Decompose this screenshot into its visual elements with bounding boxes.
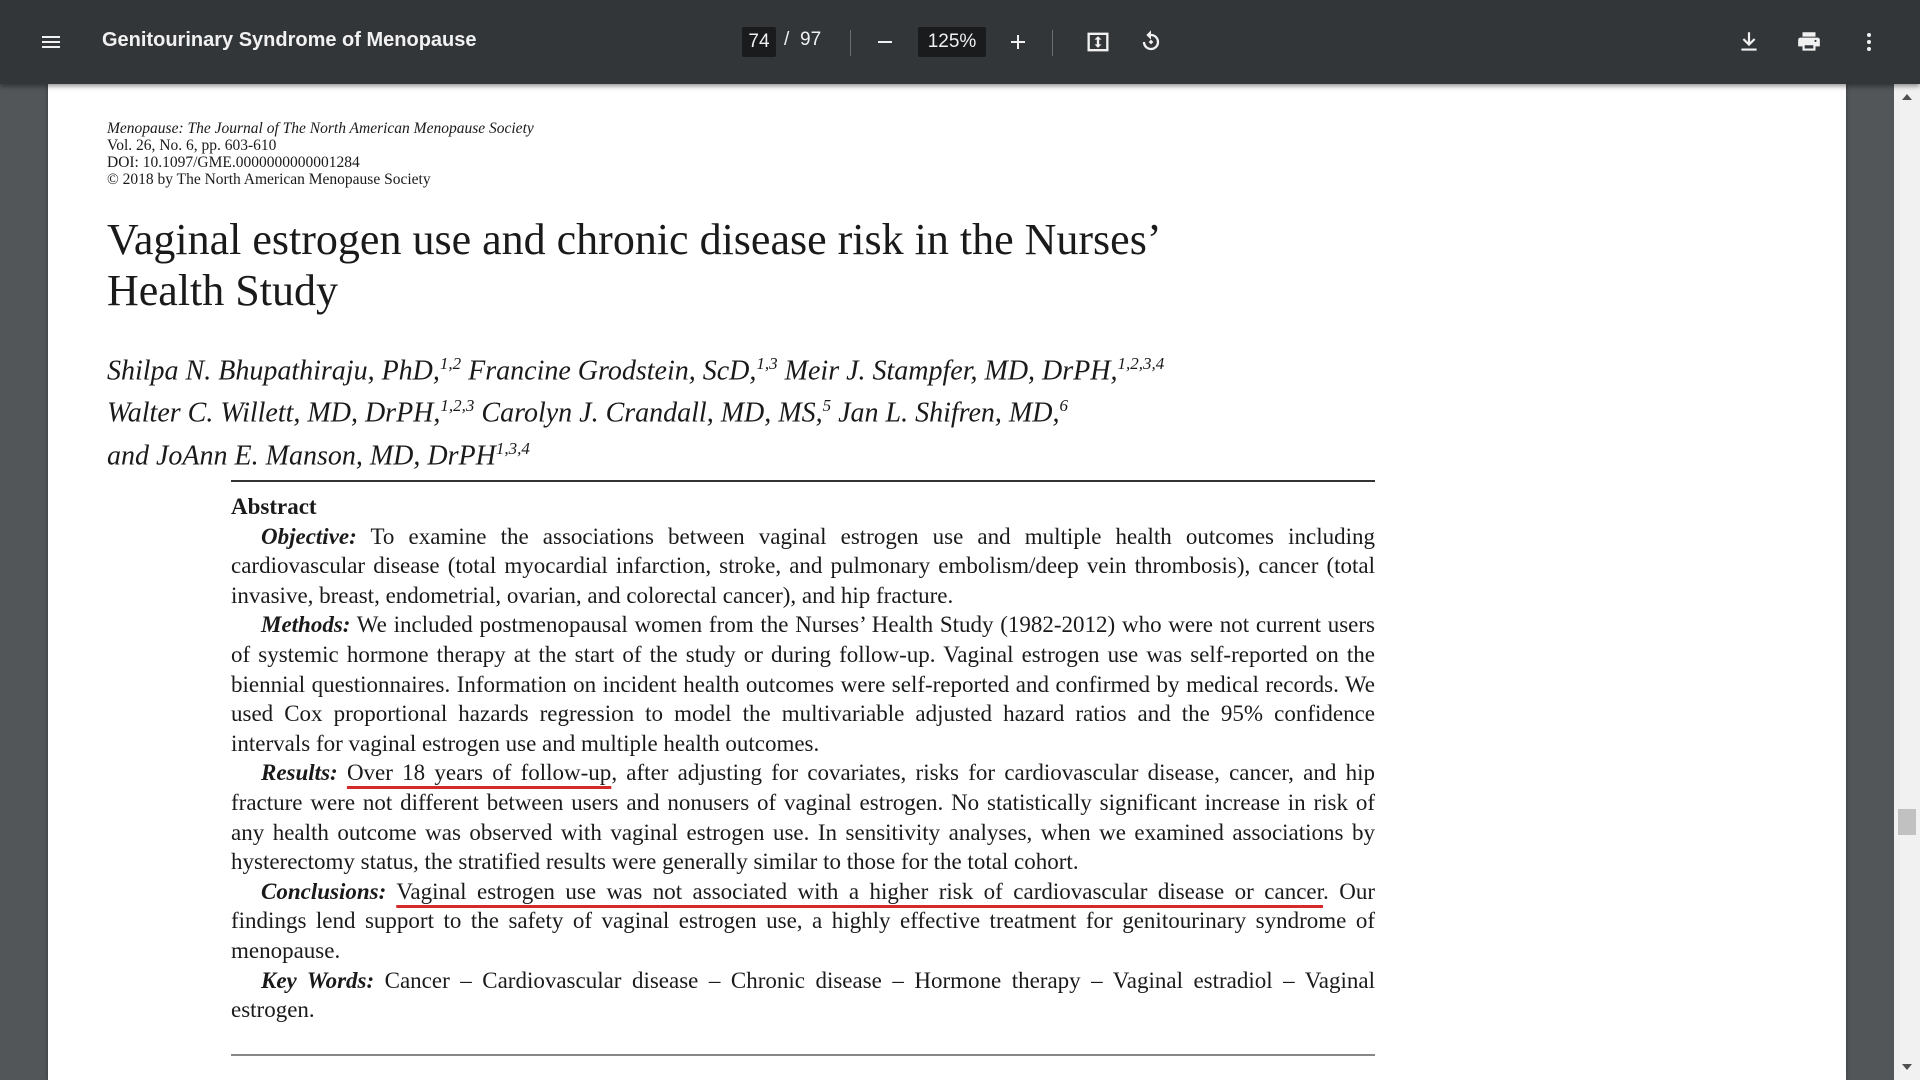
- affiliation-sup: 1,2,3,4: [1117, 354, 1165, 373]
- journal-doi: DOI: 10.1097/GME.0000000000001284: [107, 154, 360, 171]
- scrollbar-thumb[interactable]: [1898, 809, 1916, 835]
- conclusions-label: Conclusions:: [261, 878, 387, 904]
- rotate-icon[interactable]: [1131, 22, 1171, 62]
- author: Meir J. Stampfer, MD, DrPH,: [777, 355, 1118, 387]
- article-title: [107, 214, 1247, 316]
- affiliation-sup: 1,3,4: [495, 438, 530, 458]
- conclusions-text: . Our findings lend support to the safety of vaginal estrogen use, a highly effective treatment for genitourinary syndrome of menopause.: [231, 878, 1375, 963]
- page-number-input[interactable]: 74: [742, 27, 776, 57]
- keywords-text: Cancer – Cardiovascular disease – Chronic disease – Hormone therapy – Vaginal estradiol – Vaginal estrogen.: [231, 967, 1375, 1023]
- journal-header: [107, 120, 534, 188]
- abstract-results: [231, 758, 1375, 876]
- download-icon[interactable]: [1729, 22, 1769, 62]
- article-title-line: Health Study: [107, 266, 338, 315]
- results-label: Results:: [261, 760, 338, 786]
- affiliation-sup: 5: [822, 396, 832, 416]
- author: Shilpa N. Bhupathiraju, PhD,: [107, 355, 440, 387]
- abstract-keywords: [231, 966, 1375, 1025]
- abstract-conclusions: [231, 877, 1375, 966]
- abstract-objective: [231, 522, 1375, 611]
- document-viewer: [0, 84, 1920, 1080]
- toolbar-divider: [1052, 30, 1053, 56]
- affiliation-sup: 1,2: [439, 354, 462, 373]
- minus-icon[interactable]: [865, 22, 905, 62]
- vertical-scrollbar[interactable]: [1894, 84, 1920, 1080]
- objective-text: To examine the associations between vaginal estrogen use and multiple health outcomes including cardiovascular disease (total myocardial infarction, stroke, and pulmonary embolism/deep vein thrombosis), cancer (total invasive, breast, endometrial, ovarian, and colorectal cancer), and hip fracture.: [231, 523, 1375, 608]
- page-separator: /: [784, 29, 790, 50]
- conclusions-highlight: Vaginal estrogen use was not associated with a higher risk of cardiovascular disease or cancer: [396, 878, 1324, 904]
- objective-label: Objective:: [261, 523, 357, 549]
- document-title: Genitourinary Syndrome of Menopause: [102, 29, 477, 51]
- total-pages: 97: [800, 29, 822, 50]
- methods-text: We included postmenopausal women from the Nurses’ Health Study (1982-2012) who were not current users of systemic hormone therapy at the start of the study or during follow-up. Vaginal estrogen use was self-reported on the biennial questionnaires. Information on incident health outcomes were self-reported and confirmed by medical records. We used Cox proportional hazards regression to model the multivariable adjusted hazard ratios and the 95% confidence intervals for vaginal estrogen use and multiple health outcomes.: [231, 612, 1375, 756]
- article-title-line: Vaginal estrogen use and chronic disease risk in the Nurses’: [107, 215, 1162, 264]
- author: and JoAnn E. Manson, MD, DrPH: [107, 439, 496, 471]
- methods-label: Methods:: [261, 612, 351, 638]
- journal-volume: Vol. 26, No. 6, pp. 603-610: [107, 137, 277, 154]
- author: Walter C. Willett, MD, DrPH,: [107, 397, 441, 429]
- plus-icon[interactable]: [998, 22, 1038, 62]
- affiliation-sup: 1,2,3: [440, 396, 475, 416]
- author: Francine Grodstein, ScD,: [461, 355, 757, 387]
- abstract-top-rule: [231, 480, 1375, 482]
- scroll-up-icon[interactable]: [1902, 94, 1912, 100]
- keywords-label: Key Words:: [261, 967, 375, 993]
- pdf-toolbar: [0, 0, 1920, 84]
- author: Jan L. Shifren, MD,: [831, 397, 1060, 429]
- affiliation-sup: 1,3: [756, 354, 778, 373]
- abstract-bottom-rule: [231, 1054, 1375, 1056]
- abstract-methods: [231, 610, 1375, 758]
- abstract: [231, 492, 1375, 1025]
- zoom-level-input[interactable]: 125%: [918, 27, 986, 57]
- pdf-page: [48, 84, 1846, 1080]
- author: Carolyn J. Crandall, MD, MS,: [474, 397, 823, 429]
- fit-to-page-icon[interactable]: [1078, 22, 1118, 62]
- journal-name: Menopause: The Journal of The North American Menopause Society: [107, 120, 534, 137]
- toolbar-divider: [850, 30, 851, 56]
- author-list: [107, 346, 1367, 473]
- journal-copyright: © 2018 by The North American Menopause Society: [107, 171, 431, 188]
- menu-icon[interactable]: [31, 22, 71, 62]
- abstract-heading: Abstract: [231, 494, 317, 519]
- more-vert-icon[interactable]: [1849, 22, 1889, 62]
- results-text: , after adjusting for covariates, risks for cardiovascular disease, cancer, and hip fracture were not different between users and nonusers of vaginal estrogen. No statistically significant increase in risk of any health outcome was observed with vaginal estrogen use. In sensitivity analyses, when we examined associations by hysterectomy status, the stratified results were generally similar to those for the total cohort.: [231, 760, 1375, 875]
- scroll-down-icon[interactable]: [1902, 1064, 1912, 1070]
- affiliation-sup: 6: [1059, 396, 1068, 416]
- results-highlight: Over 18 years of follow-up: [346, 760, 612, 786]
- print-icon[interactable]: [1789, 22, 1829, 62]
